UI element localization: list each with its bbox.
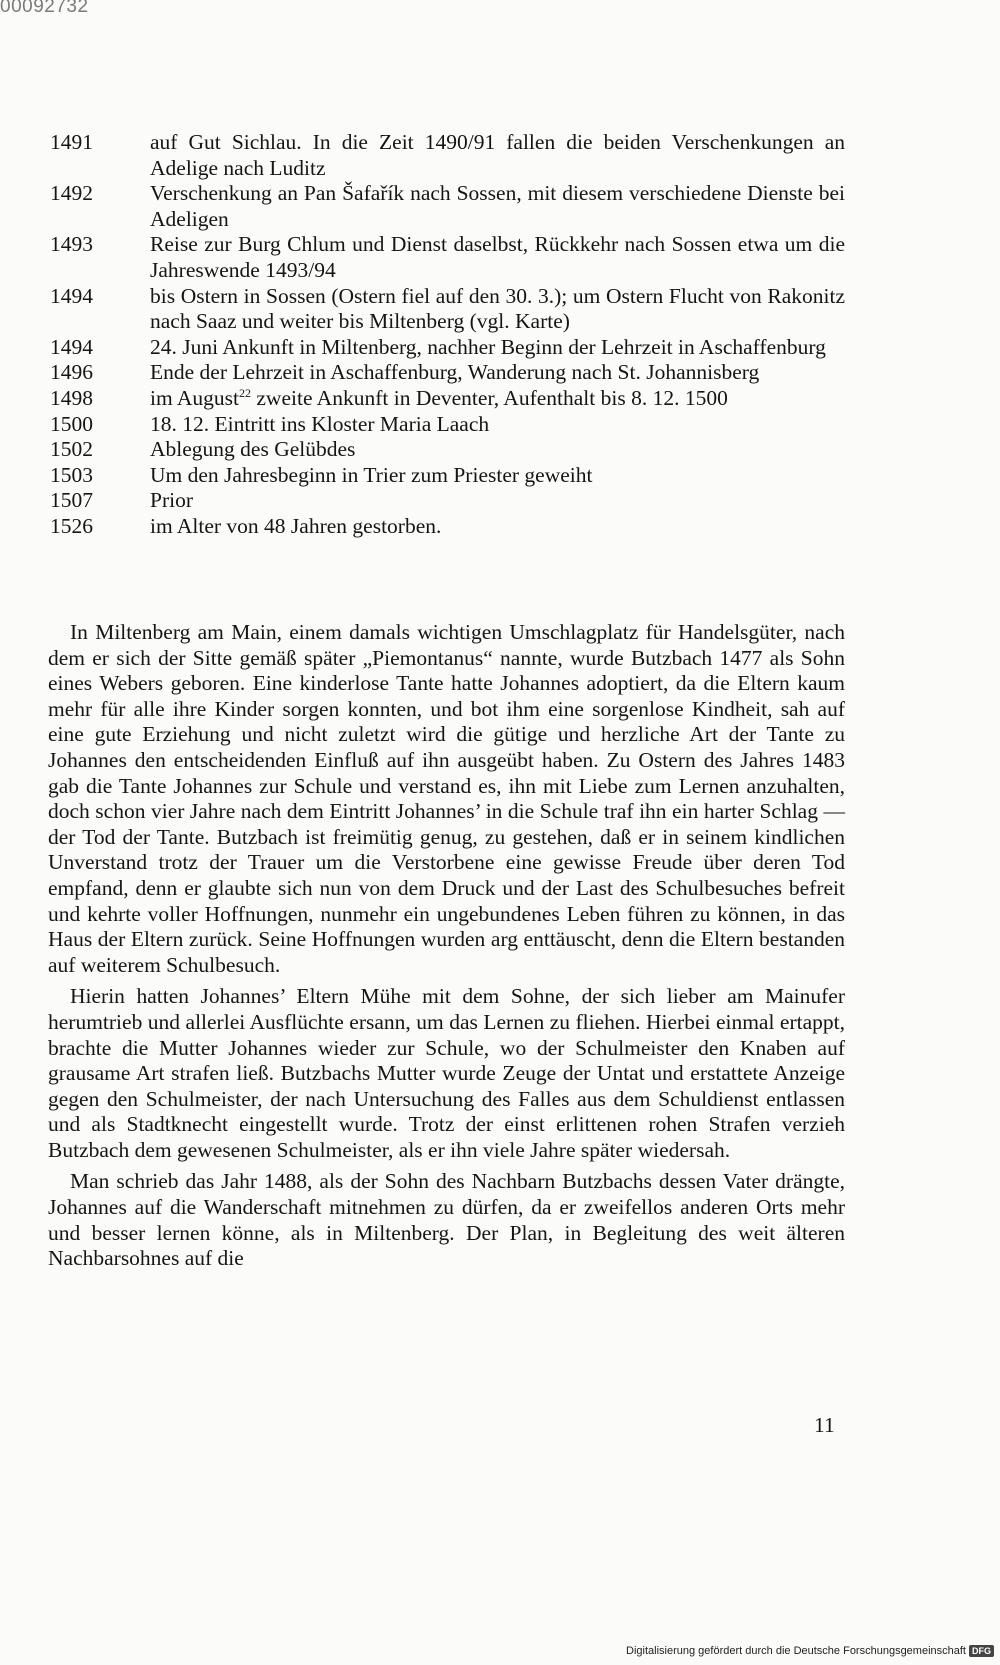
chronology-entry — [50, 463, 845, 489]
chronology-year: 1491 — [50, 130, 93, 154]
chronology-entry — [50, 386, 845, 412]
paragraph: Man schrieb das Jahr 1488, als der Sohn des Nachbarn Butzbachs dessen Vater drängte, Johannes auf die Wanderschaft mitnehmen zu dürfen, da er zweifellos anderen Orts mehr und besser lernen könne, als in Miltenberg. Der Plan, in Begleitung des weit älteren Nachbarsohnes auf die — [48, 1169, 845, 1271]
chronology-year: 1507 — [50, 488, 93, 513]
chronology-year: 1500 — [50, 411, 93, 436]
chronology-text: bis Ostern in Sossen (Ostern fiel auf den 30. 3.); um Ostern Flucht von Rakonitz nach Saaz und weiter bis Miltenberg (vgl. Karte) — [150, 283, 845, 334]
chronology-year: 1502 — [50, 437, 93, 462]
chronology-text: Verschenkung an Pan Šafařík nach Sossen, mit diesem verschiedene Dienste bei Adeligen — [150, 181, 845, 231]
chronology-entry — [50, 335, 845, 361]
chronology-entry — [50, 284, 845, 335]
chronology-text: Ablegung des Gelübdes — [150, 437, 356, 462]
chronology-year: 1496 — [50, 360, 93, 385]
page-number: 11 — [814, 1413, 835, 1437]
footnote-marker: 22 — [239, 385, 252, 400]
chronology-entry — [50, 360, 845, 386]
body-text — [48, 620, 845, 1278]
chronology-text: Ende der Lehrzeit in Aschaffenburg, Wanderung nach St. Johannisberg — [150, 360, 760, 385]
digitization-footer — [626, 1645, 994, 1657]
chronology-entry — [50, 514, 845, 540]
chronology-year: 1493 — [50, 232, 93, 257]
chronology-text: 24. Juni Ankunft in Miltenberg, nachher Beginn der Lehrzeit in Aschaffenburg — [150, 334, 826, 359]
chronology-entry — [50, 130, 845, 181]
chronology-year: 1494 — [50, 283, 93, 308]
chronology-year: 1492 — [50, 181, 93, 206]
chronology-year: 1494 — [50, 334, 93, 359]
chronology-year: 1526 — [50, 513, 93, 538]
footer-text: Digitalisierung gefördert durch die Deutsche Forschungsgemeinschaft — [626, 1645, 966, 1657]
chronology-text: auf Gut Sichlau. In die Zeit 1490/91 fallen die beiden Verschenkungen an Adelige nach Luditz — [150, 130, 845, 180]
paragraph: In Miltenberg am Main, einem damals wichtigen Umschlagplatz für Handelsgüter, nach dem er sich der Sitte gemäß später „Piemontanus“ nannte, wurde Butzbach 1477 als Sohn eines Webers geboren. Eine kinderlose Tante hatte Johannes adoptiert, da die Eltern kaum mehr für alle ihre Kinder sorgen konnten, und bot ihm eine sorgenlose Kindheit, sah auf eine gute Erziehung und nicht zuletzt wird die gütige und herzliche Art der Tante zu Johannes den entscheidenden Einfluß auf ihn ausgeübt haben. Zu Ostern des Jahres 1483 gab die Tante Johannes zur Schule und verstand es, ihn mit Liebe zum Lernen anzuhalten, doch schon vier Jahre nach dem Eintritt Johannes’ in die Schule traf ihn ein harter Schlag — der Tod der Tante. Butzbach ist freimütig genug, zu gestehen, daß er in seinem kindlichen Unverstand trotz der Trauer um die Verstorbene eine gewisse Freude über deren Tod empfand, denn er glaubte sich nun von dem Druck und der Last des Schulbesuches befreit und kehrte voller Hoffnungen, nunmehr ein ungebundenes Leben führen zu können, in das Haus der Eltern zurück. Seine Hoffnungen wurden arg enttäuscht, denn die Eltern bestanden auf weiterem Schulbesuch. — [48, 620, 845, 977]
dfg-logo-icon: DFG — [969, 1645, 994, 1657]
chronology-year: 1503 — [50, 462, 93, 487]
scan-id: 00092732 — [0, 0, 89, 17]
chronology-text: Prior — [150, 488, 193, 513]
chronology-entry — [50, 412, 845, 438]
chronology-text-before: im August — [150, 385, 240, 410]
chronology-year: 1498 — [50, 385, 93, 410]
paragraph: Hierin hatten Johannes’ Eltern Mühe mit dem Sohne, der sich lieber am Mainufer herumtrieb und allerlei Ausflüchte ersann, um das Lernen zu fliehen. Hierbei einmal ertappt, brachte die Mutter Johannes wieder zur Schule, wo der Schulmeister den Knaben auf grausame Art strafen ließ. Butzbachs Mutter wurde Zeuge der Untat und erstattete Anzeige gegen den Schulmeister, der nach Untersuchung des Falles aus dem Schuldienst entlassen und als Stadtknecht eingestellt wurde. Trotz der einst erlittenen rohen Strafen verzieh Butzbach dem gewesenen Schulmeister, als er ihn viele Jahre später wiedersah. — [48, 984, 845, 1162]
chronology-text: Reise zur Burg Chlum und Dienst daselbst, Rückkehr nach Sossen etwa um die Jahreswende 1493/94 — [150, 232, 845, 282]
chronology-entry — [50, 181, 845, 232]
chronology-text: Um den Jahresbeginn in Trier zum Priester geweiht — [150, 462, 593, 487]
chronology-text: 18. 12. Eintritt ins Kloster Maria Laach — [150, 411, 490, 436]
chronology-text: im Alter von 48 Jahren gestorben. — [150, 513, 442, 538]
chronology-entry — [50, 488, 845, 514]
chronology-text — [150, 386, 845, 412]
chronology-text-after: zweite Ankunft in Deventer, Aufenthalt bis 8. 12. 1500 — [251, 385, 728, 410]
chronology-entry — [50, 437, 845, 463]
chronology-entry — [50, 232, 845, 283]
chronology-list — [50, 130, 845, 540]
